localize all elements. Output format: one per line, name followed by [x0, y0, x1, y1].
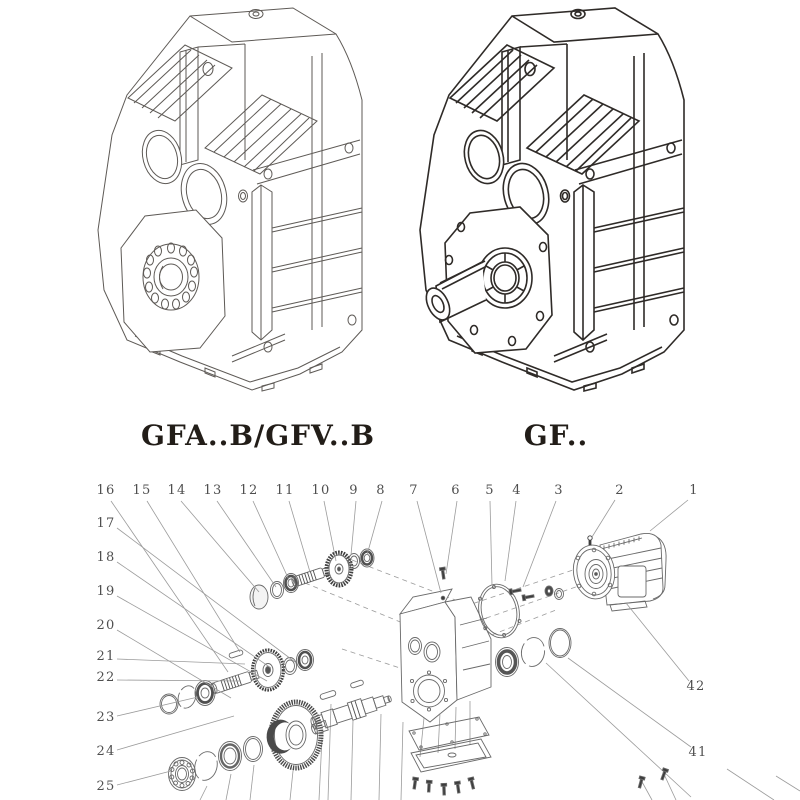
leader-line-23	[117, 697, 198, 716]
gear-large	[267, 702, 321, 768]
leader-line-1	[650, 500, 688, 531]
motor	[570, 533, 666, 611]
callout-label-13: 13	[203, 483, 223, 498]
cutoff-leader-line	[250, 765, 254, 800]
leader-line-6	[446, 501, 457, 574]
leader-line-42	[626, 603, 689, 681]
callout-label-41: 41	[688, 745, 708, 760]
leader-line-41	[568, 658, 691, 747]
callout-label-18: 18	[96, 550, 116, 565]
cutoff-leader-line	[200, 786, 207, 800]
cutoff-leader-line	[328, 704, 331, 800]
input-shaft-parts	[250, 549, 374, 609]
leader-line-19	[117, 596, 267, 681]
callout-label-24: 24	[96, 744, 116, 759]
exploded-view-drawing	[97, 483, 800, 800]
gear-medium	[253, 650, 284, 690]
leader-line-8	[367, 501, 382, 555]
leader-line-20	[117, 630, 231, 698]
callout-label-21: 21	[96, 649, 116, 664]
callout-label-25: 25	[96, 779, 116, 794]
callout-label-15: 15	[132, 483, 152, 498]
callout-label-6: 6	[451, 483, 461, 498]
key	[350, 680, 364, 689]
callout-label-4: 4	[512, 483, 522, 498]
leader-line-13	[217, 501, 276, 587]
leader-line-7	[417, 501, 441, 593]
cutoff-leader-line	[379, 714, 381, 800]
gear-small	[327, 553, 352, 586]
cutoff-leader-line	[226, 774, 231, 800]
callout-label-17: 17	[96, 516, 116, 531]
callout-label-20: 20	[96, 618, 116, 633]
leader-line-25	[117, 771, 171, 785]
callout-label-8: 8	[376, 483, 386, 498]
cutoff-leader-line	[401, 722, 403, 800]
callout-label-11: 11	[275, 483, 295, 498]
callout-label-7: 7	[409, 483, 419, 498]
leader-line-2	[592, 500, 615, 537]
callout-label-16: 16	[96, 483, 116, 498]
model-label-right: GF..	[523, 419, 589, 452]
cutoff-leader-line	[351, 720, 353, 800]
circlip	[192, 749, 221, 783]
callout-label-12: 12	[239, 483, 259, 498]
dashed-alignment-line	[342, 649, 400, 668]
bearing	[297, 650, 314, 671]
o-ring	[549, 629, 571, 658]
leader-line-16	[111, 501, 228, 672]
callout-label-5: 5	[485, 483, 495, 498]
leader-line-3	[523, 501, 556, 587]
leader-line-15	[147, 501, 240, 652]
callout-label-19: 19	[96, 584, 116, 599]
gearbox-right-drawing	[420, 8, 684, 391]
key	[320, 690, 337, 700]
seal	[496, 648, 519, 677]
housing-parts	[400, 589, 669, 795]
bottom-cover	[411, 739, 491, 772]
cutoff-leader-line	[319, 738, 322, 800]
leader-line-21	[117, 659, 245, 664]
callout-label-3: 3	[554, 483, 564, 498]
ball-bearing	[169, 758, 196, 791]
callout-label-14: 14	[167, 483, 187, 498]
leader-line-12	[253, 501, 289, 580]
bearing	[360, 549, 374, 567]
callout-label-2: 2	[615, 483, 625, 498]
leader-line-11	[289, 501, 310, 572]
leader-line-5	[490, 501, 492, 585]
callout-label-42: 42	[686, 679, 706, 694]
cutoff-leader-line	[776, 776, 800, 791]
cutoff-leader-line	[641, 780, 652, 800]
cutoff-leader-line	[546, 663, 691, 797]
cutoff-leader-line	[290, 771, 293, 800]
circlip	[519, 636, 547, 669]
leader-line-9	[351, 501, 356, 555]
callout-label-1: 1	[689, 483, 699, 498]
alignment-guides	[200, 560, 800, 800]
seal	[219, 742, 242, 771]
leader-line-10	[324, 501, 336, 561]
leader-line-24	[117, 716, 234, 750]
eye-bolt	[588, 536, 592, 545]
leader-line-4	[505, 501, 516, 581]
bearing	[195, 681, 215, 706]
key	[229, 649, 244, 658]
model-label-left: GFA..B/GFV..B	[140, 419, 376, 452]
callout-label-22: 22	[96, 670, 116, 685]
callout-label-10: 10	[311, 483, 331, 498]
gearbox-left-drawing	[98, 8, 362, 391]
cutoff-leader-line	[727, 769, 774, 800]
callout-label-9: 9	[349, 483, 359, 498]
callout-label-23: 23	[96, 710, 116, 725]
leader-line-14	[181, 501, 259, 592]
